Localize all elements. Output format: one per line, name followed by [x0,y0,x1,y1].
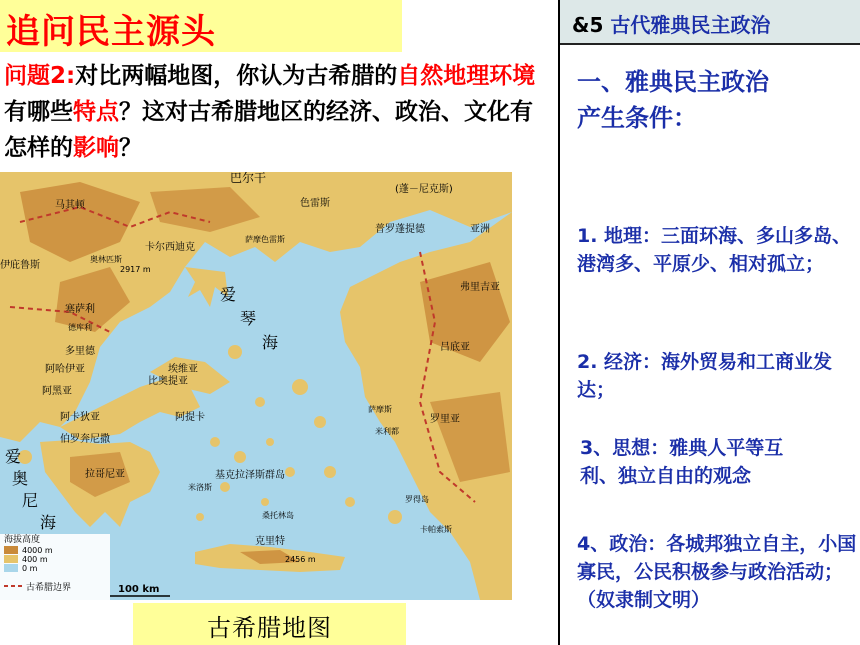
question-part-4: ？ [119,135,142,161]
label-epirus: 伊庇鲁斯 [0,260,40,271]
label-ionian-3: 尼 [22,491,39,510]
label-rhodes: 罗得岛 [405,495,429,504]
question-highlight-1: 自然地理环境 [397,63,536,89]
slide-title: 追问民主源头 [6,12,216,52]
label-achaia-2: 阿黑亚 [42,386,72,397]
label-samos: 萨摩斯 [368,405,392,414]
legend-level-1: 4000 m [22,546,53,555]
label-doris: 多里德 [65,346,95,357]
label-santorini: 桑托林岛 [262,511,294,520]
label-olympus-height: 2917 m [120,265,151,274]
map-caption: 古希腊地图 [207,614,332,642]
map-caption-banner [133,603,406,645]
subheading-2: 产生条件： [577,104,697,132]
label-karpathos: 卡帕索斯 [420,525,452,534]
label-crete: 克里特 [255,536,285,547]
question-highlight-3: 影响 [73,135,119,161]
section-heading [572,9,770,38]
label-aegean-3: 海 [262,333,279,352]
legend-level-2: 400 m [22,555,48,564]
label-boeotia: 比奥提亚 [148,376,188,387]
label-cyclades: 基克拉泽斯群岛 [215,470,285,481]
label-miletus: 米利都 [375,427,399,436]
condition-item-1: 1. 地理：三面环海、多山多岛、港湾多、平原少、相对孤立； [577,225,852,275]
question-colon: : [66,63,76,89]
question-highlight-2: 特点 [73,99,119,125]
question-part-2: 有哪些 [4,99,73,125]
condition-item-3: 3、思想：雅典人平等互利、独立自由的观念 [580,437,784,487]
question-text [4,58,544,166]
question-prefix: 问题2 [4,63,67,89]
question-part-1: 对比两幅地图，你认为古希腊的 [75,63,398,89]
label-asia: 亚洲 [470,224,490,235]
label-laconia: 拉哥尼亚 [85,469,125,480]
label-balkans: 巴尔干 [230,172,267,185]
label-propontis: 普罗蓬提德 [375,224,425,235]
section-title: 古代雅典民主政治 [610,13,771,37]
label-euboea: 埃维亚 [168,364,198,375]
label-melos: 米洛斯 [188,483,212,492]
label-pontus: (蓬－尼克斯) [395,184,453,195]
label-luoria: 罗里亚 [430,414,460,425]
ancient-greece-map [0,172,512,600]
label-aegean-2: 琴 [240,309,257,328]
label-thrace: 色雷斯 [300,198,330,209]
label-arcadia: 阿卡狄亚 [60,412,100,423]
label-macedonia: 马其顿 [55,200,85,211]
label-peloponnese: 伯罗奔尼撒 [60,434,110,445]
section-number: &5 [572,13,604,37]
label-ionian-1: 爱 [5,447,22,466]
title-banner [0,0,402,52]
label-dekuli: 德库利 [68,323,92,332]
label-samothrace: 萨摩色雷斯 [245,235,285,244]
right-panel-header [560,0,860,45]
map-graphic [0,172,512,600]
subheading-1: 一、雅典民主政治 [577,68,769,96]
condition-item-4: 4、政治：各城邦独立自主，小国寡民，公民积极参与政治活动；（奴隶制文明） [577,533,857,611]
label-aegean-1: 爱 [220,285,237,304]
label-phrygia: 弗里吉亚 [460,282,500,293]
label-achaea: 阿哈伊亚 [45,364,85,375]
label-ionian-2: 奥 [12,469,29,488]
label-crete-height: 2456 m [285,555,316,564]
legend-level-3: 0 m [22,564,38,573]
label-olympus: 奥林匹斯 [90,255,122,264]
legend-border: 古希腊边界 [26,583,72,593]
label-attica: 阿提卡 [175,412,205,423]
label-lydia: 吕底亚 [440,342,470,353]
legend-scale: 100 km [118,584,160,595]
label-thessaly: 塞萨利 [65,304,95,315]
vertical-divider [558,0,560,645]
condition-item-2: 2. 经济：海外贸易和工商业发达； [577,351,833,401]
label-ionian-4: 海 [40,513,57,532]
legend-title: 海拔高度 [4,535,41,545]
label-chalcidice: 卡尔西迪克 [145,242,195,253]
question-part-3: ？这对古希腊地区的经济、政治、文化有怎样的 [4,99,533,161]
